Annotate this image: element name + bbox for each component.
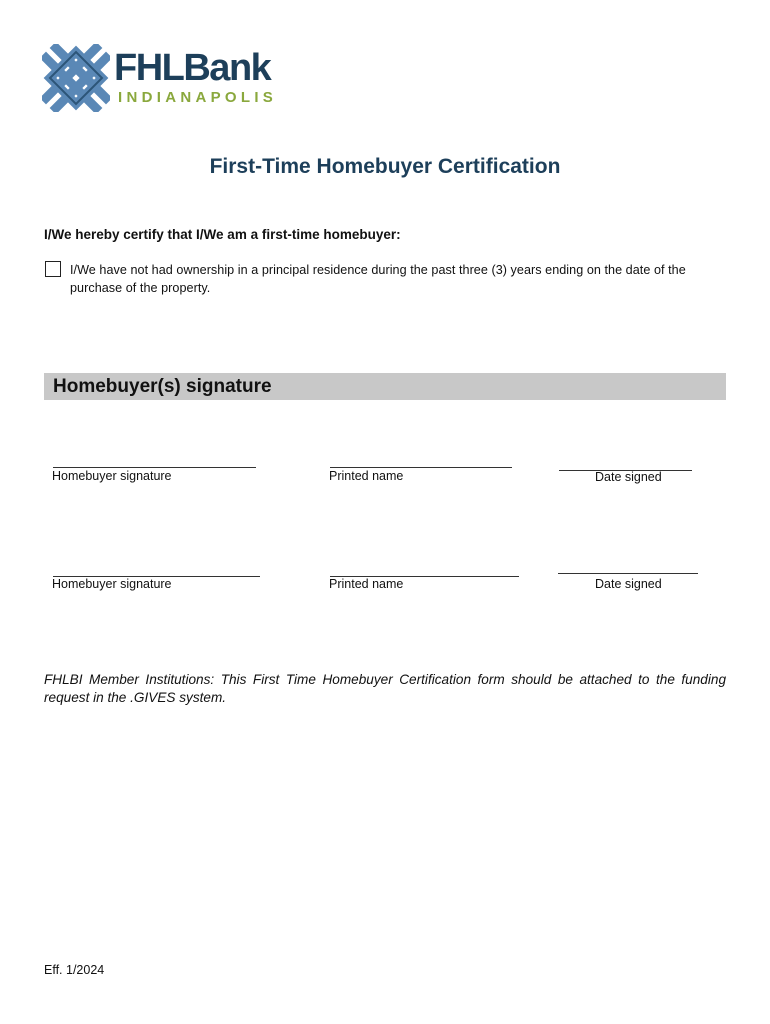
logo-subtitle: INDIANAPOLIS [118,89,278,106]
certify-intro: I/We hereby certify that I/We am a first-time homebuyer: [44,227,401,242]
section-title: Homebuyer(s) signature [53,376,272,397]
homebuyer-signature-label-2: Homebuyer signature [52,577,172,591]
printed-name-label-2: Printed name [329,577,404,591]
printed-name-label-1: Printed name [329,469,404,483]
first-time-homebuyer-checkbox[interactable] [45,261,61,277]
fhlbank-logo [42,44,294,114]
section-header [44,373,726,400]
effective-date: Eff. 1/2024 [44,963,105,977]
date-signed-label-1: Date signed [595,470,662,484]
logo-wordmark: FHLBank [114,47,271,89]
lattice-mark-icon [42,44,110,112]
certification-statement: I/We have not had ownership in a principal residence during the past three (3) years ending on the date of the purchase of the property. [70,263,686,295]
member-institutions-note: FHLBI Member Institutions: This First Time Homebuyer Certification form should be attached to the funding request in the .GIVES system. [44,672,726,705]
date-signed-label-2: Date signed [595,577,662,591]
homebuyer-signature-label-1: Homebuyer signature [52,469,172,483]
page-title: First-Time Homebuyer Certification [209,155,561,178]
date-signed-line-2[interactable] [558,573,698,574]
